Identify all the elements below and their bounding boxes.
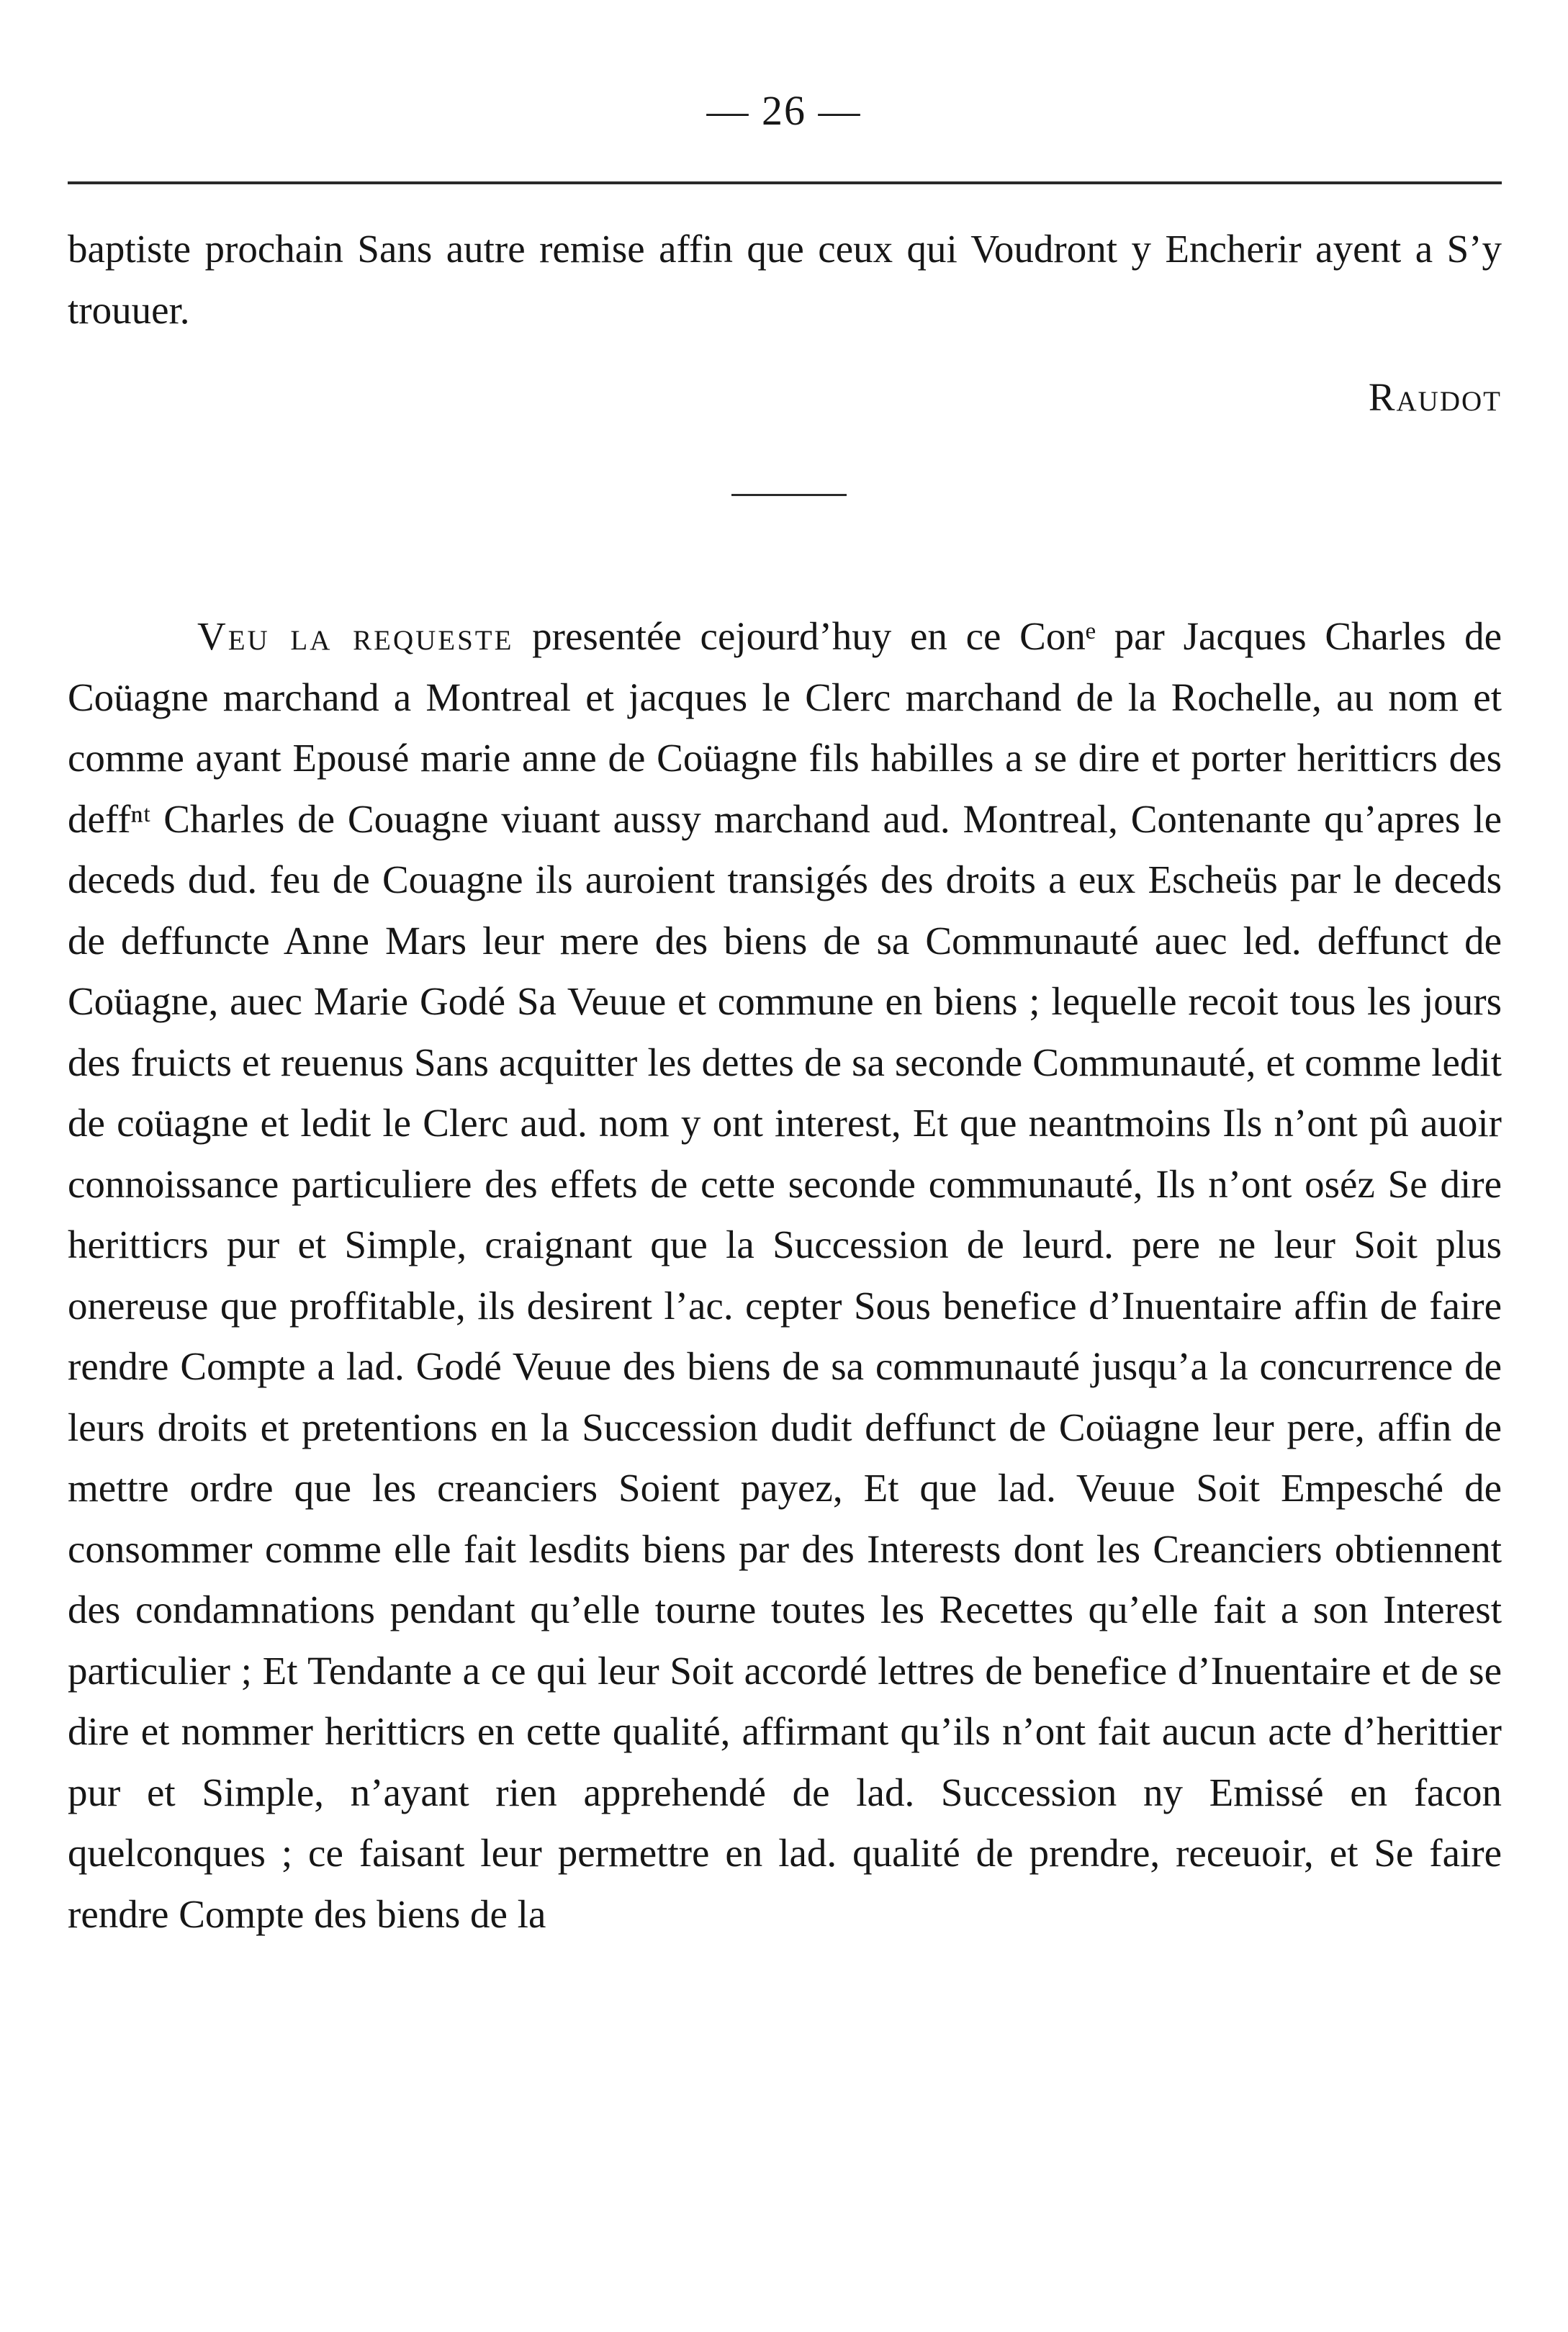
signature: Raudot — [1368, 375, 1502, 419]
page-number: — 26 — — [706, 87, 862, 134]
paragraph-body: presentée cejourd’huy en ce Conᵉ par Jacques Charles de Coüagne marchand a Montreal et jacques le Clerc marchand de la Rochelle, au nom et comme ayant Epousé marie anne de Coüagne fils habilles a se dire et porter heritticrs des deffⁿᵗ Charles de Couagne viuant aussy marchand aud. Montreal, Contenante qu’apres le deceds dud. feu de Couagne ils auroient transigés des droits a eux Escheüs par le deceds de deffuncte Anne Mars leur mere des biens de sa Communauté auec led. deffunct de Coüagne, auec Marie Godé Sa Veuue et commune en biens ; lequelle recoit tous les jours des fruicts et reuenus Sans acquitter les dettes de sa seconde Communauté, et comme ledit de coüagne et ledit le Clerc aud. nom y ont interest, Et que neantmoins Ils n’ont pû auoir connoissance particuliere des effets de cette seconde communauté, Ils n’ont oséz Se dire heritticrs pur et Simple, craignant que la Succession de leurd. pere ne leur Soit plus onereuse que proffitable, ils desirent l’ac. cepter Sous benefice d’Inuentaire affin de faire rendre Compte a lad. Godé Veuue des biens de sa communauté jusqu’a la concurrence de leurs droits et pretentions en la Succession dudit deffunct de Coüagne leur pere, affin de mettre ordre que les creanciers Soient payez, Et que lad. Veuue Soit Empesché de consommer comme elle fait lesdits biens par des Interests dont les Creanciers obtiennent des condamnations pendant qu’elle tourne toutes les Recettes qu’elle fait a son Interest particulier ; Et Tendante a ce qui leur Soit accordé lettres de benefice d’Inuentaire et de se dire et nommer heritticrs en cette qualité, affirmant qu’ils n’ont fait aucun acte d’herittier pur et Simple, n’ayant rien apprehendé de lad. Succession ny Emissé en facon quelconques ; ce faisant leur permettre en lad. qualité de prendre, receuoir, et Se faire rendre Compte des biens de la — [68, 614, 1502, 1936]
header-rule — [68, 181, 1502, 184]
paragraph-requeste-text — [68, 606, 1502, 1945]
section-separator — [731, 494, 847, 496]
paragraph-continuation — [68, 219, 1502, 341]
paragraph-continuation-text: baptiste prochain Sans autre remise affin que ceux qui Voudront y Encherir ayent a S’y trouuer. — [68, 227, 1502, 332]
paragraph-requeste — [68, 606, 1502, 1945]
paragraph-lead-words: Veu la requeste — [197, 614, 514, 658]
